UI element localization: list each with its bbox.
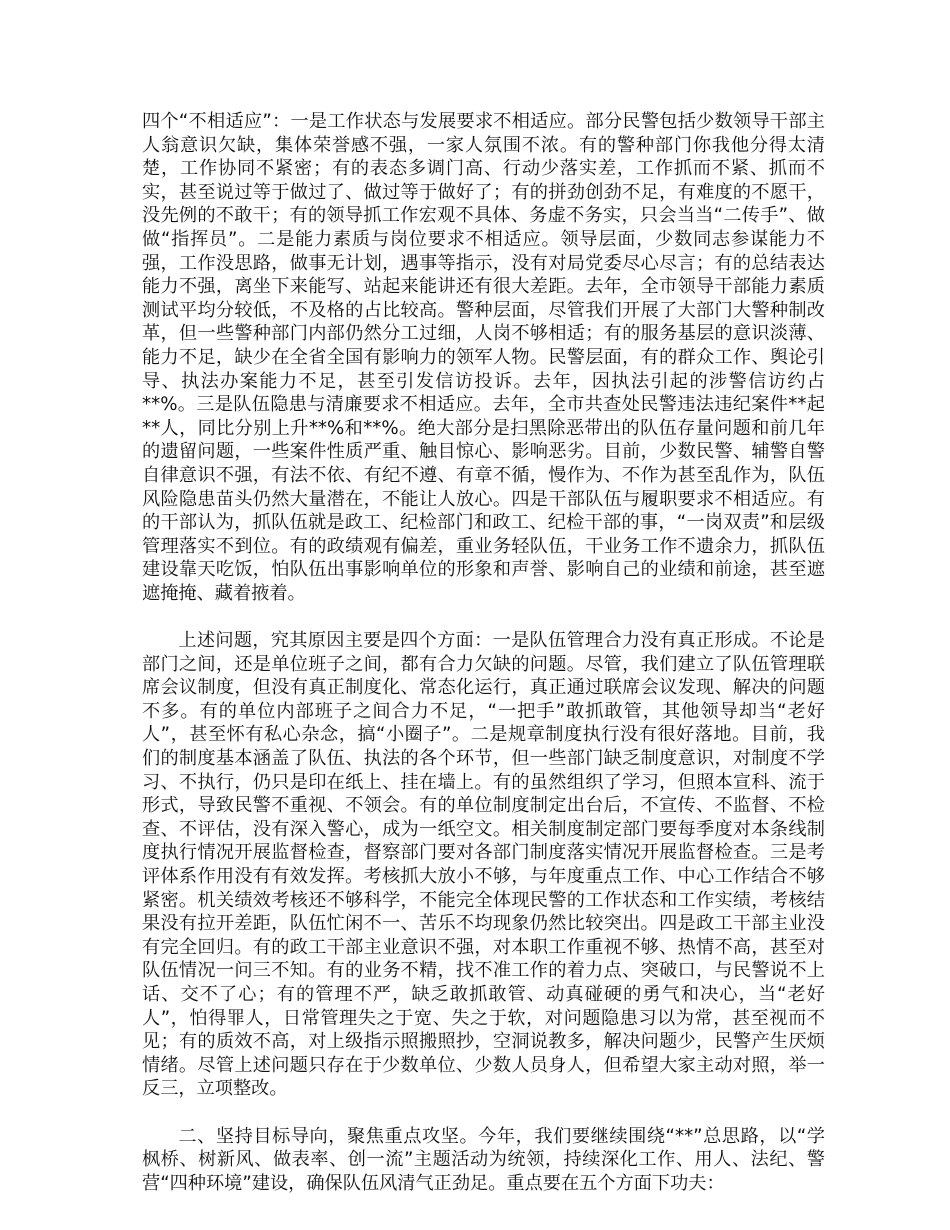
paragraph-root-causes: 上述问题，究其原因主要是四个方面：一是队伍管理合力没有真正形成。不论是部门之间，还是单位班子之间，都有合力欠缺的问题。尽管，我们建立了队伍管理联席会议制度，但没有真正制度化、常态化运行，真正通过联席会议发现、解决的问题不多。有的单位内部班子之间合力不足，“一把手”敢抓敢管，其他领导却当“老好人”，甚至怀有私心杂念，搞“小圈子”。二是规章制度执行没有很好落地。目前，我们的制度基本涵盖了队伍、执法的各个环节，但一些部门缺乏制度意识，对制度不学习、不执行，仍只是印在纸上、挂在墙上。有的虽然组织了学习，但照本宣科、流于形式，导致民警不重视、不领会。有的单位制度制定出台后，不宣传、不监督、不检查、不评估，没有深入警心，成为一纸空文。相关制度制定部门要每季度对本条线制度执行情况开展监督检查，督察部门要对各部门制度落实情况开展监督检查。三是考评体系作用没有有效发挥。考核抓大放小不够，与年度重点工作、中心工作结合不够紧密。机关绩效考核还不够科学，不能完全体现民警的工作状态和工作实绩，考核结果没有拉开差距，队伍忙闲不一、苦乐不均现象仍然比较突出。四是政工干部主业没有完全回归。有的政工干部主业意识不强，对本职工作重视不够、热情不高，甚至对队伍情况一问三不知。有的业务不精，找不准工作的着力点、突破口，与民警说不上话、交不了心；有的管理不严，缺乏敢抓敢管、动真碰硬的勇气和决心，当“老好人”，怕得罪人，日常管理失之于宽、失之于软，对问题隐患习以为常，甚至视而不见；有的质效不高，对上级指示照搬照抄，空洞说教多，解决问题少，民警产生厌烦情绪。尽管上述问题只存在于少数单位、少数人员身人，但希望大家主动对照，举一反三，立项整改。	[142, 630, 825, 1100]
paragraph-four-mismatches: 四个“不相适应”：一是工作状态与发展要求不相适应。部分民警包括少数领导干部主人翁意识欠缺，集体荣誉感不强，一家人氛围不浓。有的警种部门你我他分得太清楚，工作协同不紧密；有的表态多调门高、行动少落实差，工作抓而不紧、抓而不实，甚至说过等于做过了、做过等于做好了；有的拼劲创劲不足，有难度的不愿干，没先例的不敢干；有的领导抓工作宏观不具体、务虚不务实，只会当当“二传手”、做做“指挥员”。二是能力素质与岗位要求不相适应。领导层面，少数同志参谋能力不强，工作没思路，做事无计划，遇事等指示，没有对局党委尽心尽言；有的总结表达能力不强，离坐下来能写、站起来能讲还有很大差距。去年，全市领导干部能力素质测试平均分较低，不及格的占比较高。警种层面，尽管我们开展了大部门大警种制改革，但一些警种部门内部仍然分工过细，人岗不够相适；有的服务基层的意识淡薄、能力不足，缺少在全省全国有影响力的领军人物。民警层面，有的群众工作、舆论引导、执法办案能力不足，甚至引发信访投诉。去年，因执法引起的涉警信访约占**%。三是队伍隐患与清廉要求不相适应。去年，全市共查处民警违法违纪案件**起**人，同比分别上升**%和**%。绝大部分是扫黑除恶带出的队伍存量问题和前几年的遗留问题，一些案件性质严重、触目惊心、影响恶劣。目前，少数民警、辅警自警自律意识不强，有法不依、有纪不遵、有章不循，慢作为、不作为甚至乱作为，队伍风险隐患苗头仍然大量潜在，不能让人放心。四是干部队伍与履职要求不相适应。有的干部认为，抓队伍就是政工、纪检部门和政工、纪检干部的事，“一岗双责”和层级管理落实不到位。有的政绩观有偏差，重业务轻队伍，干业务工作不遗余力，抓队伍建设靠天吃饭，怕队伍出事影响单位的形象和声誉、影响自己的业绩和前途，甚至遮遮掩掩、藏着掖着。	[142, 111, 825, 604]
document-body	[142, 110, 825, 1219]
paragraph-section-two-heading: 二、坚持目标导向，聚焦重点攻坚。今年，我们要继续围绕“**”总思路，以“学枫桥、树新风、做表率、创一流”主题活动为统领，持续深化工作、用人、法纪、警营“四种环境”建设，确保队伍风清气正劲足。重点要在五个方面下功夫：	[142, 1125, 825, 1194]
